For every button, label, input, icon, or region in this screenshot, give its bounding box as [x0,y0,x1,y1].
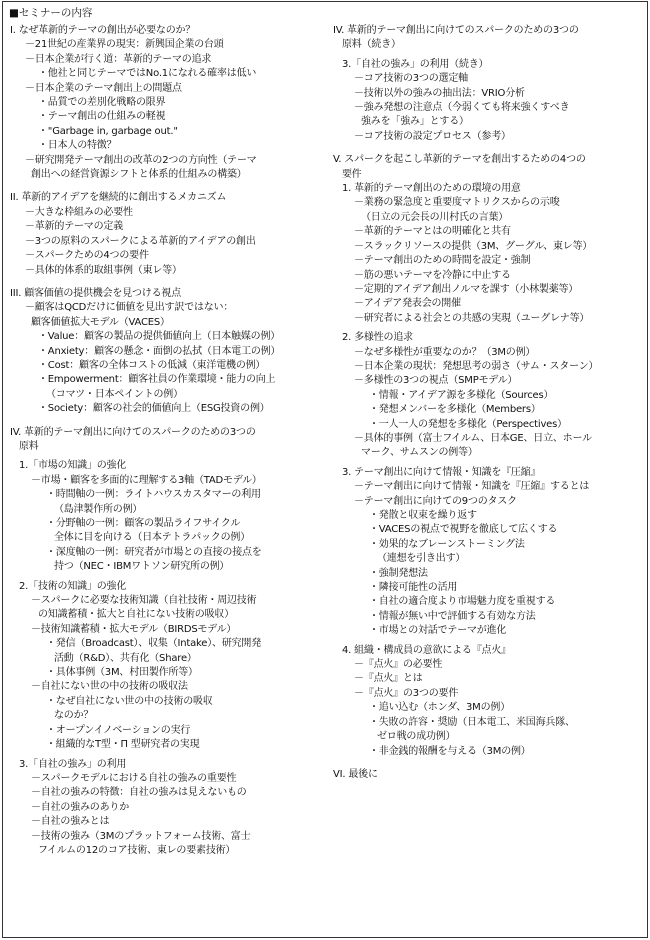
outline-item: －定期的アイデア創出ノルマを課す（小林製薬等） [354,283,579,295]
subsection-heading: 原料（続き） [342,39,401,51]
outline-item: ・他社と同じテーマではNo.1になれる確率は低い [38,68,257,80]
subsection-heading: 4. 組織・構成員の意欲による『点火』 [342,644,511,656]
outline-item: ゼロ戦の成功例） [377,731,456,743]
subsection-heading: 3. テーマ創出に向けて情報・知識を『圧縮』 [342,466,541,478]
outline-item: －業務の緊急度と重要度マトリクスからの示唆 [354,197,560,209]
outline-item: なのか？ [54,710,94,722]
outline-item: －具体的事例（富士フイルム、日本GE、日立、ホール [354,432,592,444]
subsection-heading: 2.「技術の知識」の強化 [19,580,127,592]
outline-item: －コア技術の3つの選定軸 [354,73,468,85]
outline-item: ・オープンイノベーションの実行 [46,724,191,736]
outline-item: －強み発想の注意点（今弱くても将来強くすべき [354,102,570,114]
outline-item: 活動（R&D）、共有化（Share） [54,652,197,664]
outline-item: マーク、サムスンの例等） [361,447,478,459]
section-heading: V. スパークを起こし革新的テーマを創出するための4つの [333,154,586,166]
outline-item: ・自社の適合度より市場魅力度を重視する [369,596,556,608]
section-heading: IV. 革新的テーマ創出に向けてのスパークのための3つの [10,426,256,438]
document-heading: ■セミナーの内容 [9,7,93,19]
outline-item: ・発信（Broadcast）、収集（Intake）、研究開発 [46,638,262,650]
section-heading: I. なぜ革新的テーマの創出が必要なのか？ [10,25,196,36]
outline-item: ・Empowerment：顧客社員の作業環境・能力の向上 [38,374,276,386]
outline-item: 持つ（NEC・IBMワトソン研究所の例） [54,561,230,573]
outline-item: （連想を引き出す） [377,553,466,565]
outline-item: －スパークモデルにおける自社の強みの重要性 [31,772,237,784]
left-column [10,24,324,858]
outline-item: －技術知識蓄積・拡大モデル（BIRDSモデル） [31,623,237,635]
outline-item: ・具体事例（3M、村田製作所等） [46,667,198,679]
outline-item: ・失敗の許容・奨励（日本電工、米国海兵隊、 [369,716,575,728]
outline-item: ・Cost：顧客の全体コストの低減（東洋電機の例） [38,359,266,371]
outline-item: －『点火』の必要性 [354,659,443,671]
section-spacer [10,278,324,287]
outline-item: ・日本人の特徴？ [38,140,117,152]
outline-item: ・分野軸の一例：顧客の製品ライフサイクル [46,518,241,529]
outline-item: ・情報・アイデア源を多様化（Sources） [369,389,554,401]
outline-item: ・組織的なT型・Π 型研究者の実現 [46,739,200,751]
section-heading: IV. 革新的テーマ創出に向けてのスパークのための3つの [333,25,579,36]
section-spacer [10,182,324,191]
outline-item: ・なぜ自社にない世の中の技術の吸収 [46,695,213,707]
outline-item: －なぜ多様性が重要なのか？（3Mの例） [354,346,536,358]
outline-item: の知識蓄積・拡大と自社にない技術の吸収） [38,609,234,621]
section-spacer [333,144,643,153]
outline-item: －アイデア発表会の開催 [354,298,461,310]
outline-item: －自社の強みのありか [31,801,129,813]
outline-item: －筋の悪いテーマを冷静に中止する [354,269,511,281]
outline-item: ・効果的なブレーンストーミング法 [369,538,525,550]
outline-item: ・"Garbage in, garbage out." [38,125,178,137]
outline-item: ・市場との対話でテーマが進化 [369,625,507,637]
outline-item: 全体に目を向ける（日本テトラパックの例） [54,532,250,544]
subsection-heading: 要件 [342,168,362,180]
outline-item: ・深度軸の一例：研究者が市場との直接の接点を [46,546,262,558]
outline-item: ・VACESの視点で視野を徹底して広くする [369,524,558,536]
outline-item: －日本企業の現状：発想思考の弱さ（サム・スターン） [354,360,599,372]
outline-item: 顧客価値拡大モデル（VACES） [31,316,170,328]
section-heading: II. 革新的アイデアを継続的に創出するメカニズム [10,192,227,204]
outline-item: －技術以外の強みの抽出法：VRIO分析 [354,87,525,99]
outline-item: －技術の強み（3Mのプラットフォーム技術、富士 [31,830,251,842]
section-heading: III. 顧客価値の提供機会を見つける視点 [10,287,182,299]
outline-item: －革新的テーマとはの明確化と共有 [354,226,511,238]
outline-item: －多様性の3つの視点（SMPモデル） [354,375,518,387]
outline-item: －『点火』の3つの要件 [354,687,459,699]
outline-item: ・時間軸の一例：ライトハウスカスタマーの利用 [46,489,261,501]
outline-item: ・隣接可能性の活用 [369,582,458,594]
seminar-content-document [2,1,648,938]
outline-item: ・Value：顧客の製品の提供価値向上（日本触媒の例） [38,331,281,343]
outline-item: －3つの原料のスパークによる革新的アイデアの創出 [25,235,256,247]
outline-item: ・テーマ創出の仕組みの軽視 [38,111,166,123]
subsection-heading: 3.「自社の強み」の利用 [19,758,127,770]
outline-item: －『点火』とは [354,673,423,685]
outline-item: ・強制発想法 [369,567,428,579]
outline-item: ・発想メンバーを多様化（Members） [369,404,541,416]
outline-item: －日本企業が行く道：革新的テーマの追求 [25,53,212,65]
subsection-heading: 3.「自社の強み」の利用（続き） [342,58,489,70]
outline-item: ・発散と収束を繰り返す [369,510,477,521]
outline-item: －21世紀の産業界の現実：新興国企業の台頭 [25,39,224,51]
outline-item: －研究開発テーマ創出の改革の2つの方向性（テーマ [25,154,257,166]
outline-item: ・情報が無い中で評価する有効な方法 [369,610,536,622]
outline-item: ・追い込む（ホンダ、3Mの例） [369,702,510,714]
outline-item: －テーマ創出に向けての9つのタスク [354,495,517,507]
outline-item: （島津製作所の例） [54,503,143,515]
outline-item: －自社にない世の中の技術の吸収法 [31,681,188,693]
outline-item: －スラックリソースの提供（3M、グーグル、東レ等） [354,240,593,252]
outline-item: （日立の元会長の川村氏の言葉） [361,211,508,223]
section-heading: VI. 最後に [333,768,378,780]
outline-item: 創出への経営資源シフトと体系的仕組みの構築） [31,169,247,181]
outline-item: フイルムの12のコア技術、東レの要素技術） [38,844,236,856]
outline-item: －自社の強みの特徴：自社の強みは見えないもの [31,787,247,799]
outline-item: －具体的体系的取組事例（東レ等） [25,264,182,276]
outline-item: －コア技術の設定プロセス（参考） [354,130,511,142]
outline-item: －日本企業のテーマ創出上の問題点 [25,82,182,94]
subsection-heading: 2. 多様性の追求 [342,332,413,344]
outline-item: －テーマ創出に向けて情報・知識を『圧縮』するとは [354,481,590,493]
subsection-heading: 1. 革新的テーマ創出のための環境の用意 [342,183,521,195]
outline-item: －市場・顧客を多面的に理解する3軸（TADモデル） [31,474,262,486]
outline-item: －自社の強みとは [31,816,110,828]
outline-item: ・非金銭的報酬を与える（3Mの例） [369,745,531,757]
outline-item: 強みを「強み」とする） [361,116,469,128]
outline-item: ・Anxiety：顧客の懸念・面倒の払拭（日本電工の例） [38,345,281,357]
right-column [333,24,643,782]
outline-item: －顧客はQCDだけに価値を見出す訳ではない： [25,302,234,314]
outline-item: －革新的テーマの定義 [25,221,123,233]
outline-item: ・一人一人の発想を多様化（Perspectives） [369,418,567,430]
outline-item: －テーマ創出のための時間を設定・強制 [354,255,531,267]
subsection-heading: 1.「市場の知識」の強化 [19,460,127,472]
subsection-heading: 原料 [19,440,39,452]
outline-item: ・品質での差別化戦略の限界 [38,97,166,109]
outline-item: （コマツ・日本ペイントの例） [46,388,183,400]
outline-item: －スパークに必要な技術知識（自社技術・周辺技術 [31,595,257,607]
section-spacer [333,759,643,768]
outline-item: －研究者による社会との共感の実現（ユーグレナ等） [354,312,590,324]
outline-item: －スパークための4つの要件 [25,250,149,262]
outline-item: ・Society：顧客の社会的価値向上（ESG投資の例） [38,403,270,415]
section-spacer [10,417,324,426]
outline-item: －大きな枠組みの必要性 [25,206,133,218]
